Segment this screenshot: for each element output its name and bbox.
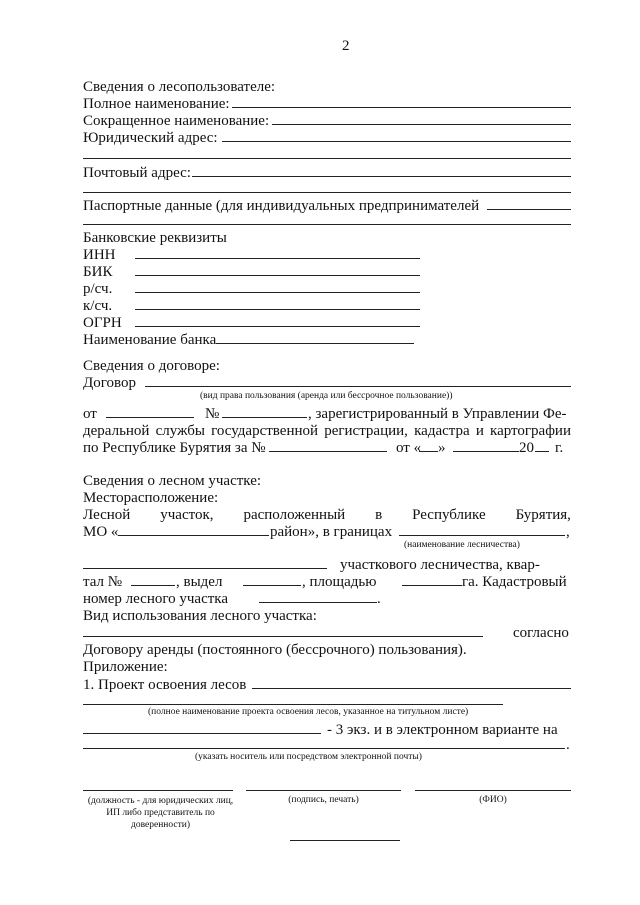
cadastral-label: номер лесного участка — [83, 591, 229, 607]
appendix-label: Приложение: — [83, 659, 168, 675]
user-heading: Сведения о лесопользователе: — [83, 79, 276, 95]
legal-address-label: Юридический адрес: — [83, 130, 218, 146]
bik-label: БИК — [83, 264, 113, 280]
contract-line-2: деральной службы государственной регистрации, кадастра и картографии — [83, 423, 571, 439]
period-2: . — [566, 737, 570, 753]
contract-type-hint: (вид права пользования (аренда или бессрочное пользование)) — [200, 391, 453, 401]
passport-label: Паспортные данные (для индивидуальных предпринимателей — [83, 198, 480, 214]
vydel-label: , выдел — [176, 574, 223, 590]
local-forestry-field[interactable] — [83, 568, 327, 569]
legal-address-field-2[interactable] — [83, 158, 571, 159]
postal-address-field[interactable] — [192, 176, 571, 177]
area-label: , площадью — [302, 574, 377, 590]
reg-quote-close: » — [438, 440, 446, 456]
reg-year-prefix: 20 — [519, 440, 534, 456]
rs-label: р/сч. — [83, 281, 113, 297]
contract-date-field[interactable] — [106, 417, 194, 418]
use-type-label: Вид использования лесного участка: — [83, 608, 317, 624]
reg-month-field[interactable] — [453, 451, 519, 452]
quarter-num-label: тал № — [83, 574, 123, 590]
contract-registered-text: , зарегистрированный в Управлении Фе- — [308, 406, 567, 422]
page-number: 2 — [342, 38, 350, 54]
word-2: участок, — [160, 507, 214, 523]
word-1: Лесной — [83, 507, 131, 523]
project-field-2[interactable] — [83, 704, 503, 705]
district-label: район», в границах — [270, 524, 393, 540]
passport-field[interactable] — [487, 209, 571, 210]
location-line-1 — [83, 506, 571, 524]
forestry-hint: (наименование лесничества) — [404, 540, 520, 550]
period: . — [377, 591, 381, 607]
full-name-label: Полное наименование: — [83, 96, 230, 112]
position-field[interactable] — [83, 790, 233, 791]
contract-line-3: по Республике Бурятия за № — [83, 440, 266, 456]
quarter-label: участкового лесничества, квар- — [340, 557, 540, 573]
word-6: Бурятия, — [515, 507, 571, 523]
project-label: 1. Проект освоения лесов — [83, 677, 247, 693]
bank-name-label: Наименование банка — [83, 332, 217, 348]
reg-day-field[interactable] — [419, 451, 438, 452]
fio-hint: (ФИО) — [479, 795, 507, 805]
copies-text: - 3 экз. и в электронном варианте на — [327, 722, 558, 738]
ogrn-field[interactable] — [135, 326, 420, 327]
bik-field[interactable] — [135, 275, 420, 276]
ks-field[interactable] — [135, 309, 420, 310]
inn-label: ИНН — [83, 247, 116, 263]
media-field[interactable] — [83, 748, 565, 749]
reg-year-field[interactable] — [535, 451, 549, 452]
bank-heading: Банковские реквизиты — [83, 230, 227, 246]
quarter-num-field[interactable] — [131, 585, 175, 586]
contract-number-sign: № — [205, 406, 220, 422]
passport-field-2[interactable] — [83, 224, 571, 225]
postal-address-field-2[interactable] — [83, 192, 571, 193]
postal-address-label: Почтовый адрес: — [83, 165, 191, 181]
copies-field[interactable] — [83, 733, 321, 734]
word-4: в — [375, 507, 383, 523]
contract-label: Договор — [83, 375, 136, 391]
forestry-field[interactable] — [399, 535, 565, 536]
comma: , — [566, 524, 570, 540]
word-3: расположенный — [243, 507, 346, 523]
contract-heading: Сведения о договоре: — [83, 358, 220, 374]
ogrn-label: ОГРН — [83, 315, 122, 331]
media-hint: (указать носитель или посредством электронной почты) — [195, 752, 422, 762]
signature-field[interactable] — [246, 790, 401, 791]
vydel-field[interactable] — [243, 585, 301, 586]
area-field[interactable] — [402, 585, 462, 586]
plot-heading: Сведения о лесном участке: — [83, 473, 262, 489]
position-hint: (должность - для юридических лиц, ИП либо представитель по доверенности) — [87, 796, 234, 830]
agreement-text: Договору аренды (постоянного (бессрочного) пользования). — [83, 642, 467, 658]
mo-label: МО « — [83, 524, 119, 540]
reg-from-label: от « — [396, 440, 422, 456]
use-type-field[interactable] — [83, 636, 483, 637]
legal-address-field[interactable] — [222, 141, 571, 142]
signature-hint: (подпись, печать) — [288, 795, 359, 805]
fio-field[interactable] — [415, 790, 571, 791]
location-label: Месторасположение: — [83, 490, 219, 506]
full-name-field[interactable] — [232, 107, 571, 108]
registration-number-field[interactable] — [269, 451, 387, 452]
inn-field[interactable] — [135, 258, 420, 259]
reg-year-suffix: г. — [555, 440, 564, 456]
project-hint: (полное наименование проекта освоения лесов, указанное на титульном листе) — [148, 707, 469, 717]
ha-label: га. Кадастровый — [462, 574, 567, 590]
contract-from-label: от — [83, 406, 97, 422]
project-field[interactable] — [252, 688, 571, 689]
ks-label: к/сч. — [83, 298, 113, 314]
short-name-field[interactable] — [272, 124, 571, 125]
word-5: Республике — [412, 507, 486, 523]
according-label: согласно — [513, 625, 569, 641]
mo-field[interactable] — [118, 535, 269, 536]
contract-type-field[interactable] — [145, 386, 571, 387]
rs-field[interactable] — [135, 292, 420, 293]
bank-name-field[interactable] — [216, 343, 414, 344]
date-field[interactable] — [290, 840, 400, 841]
cadastral-field[interactable] — [259, 602, 377, 603]
contract-number-field[interactable] — [222, 417, 307, 418]
short-name-label: Сокращенное наименование: — [83, 113, 270, 129]
